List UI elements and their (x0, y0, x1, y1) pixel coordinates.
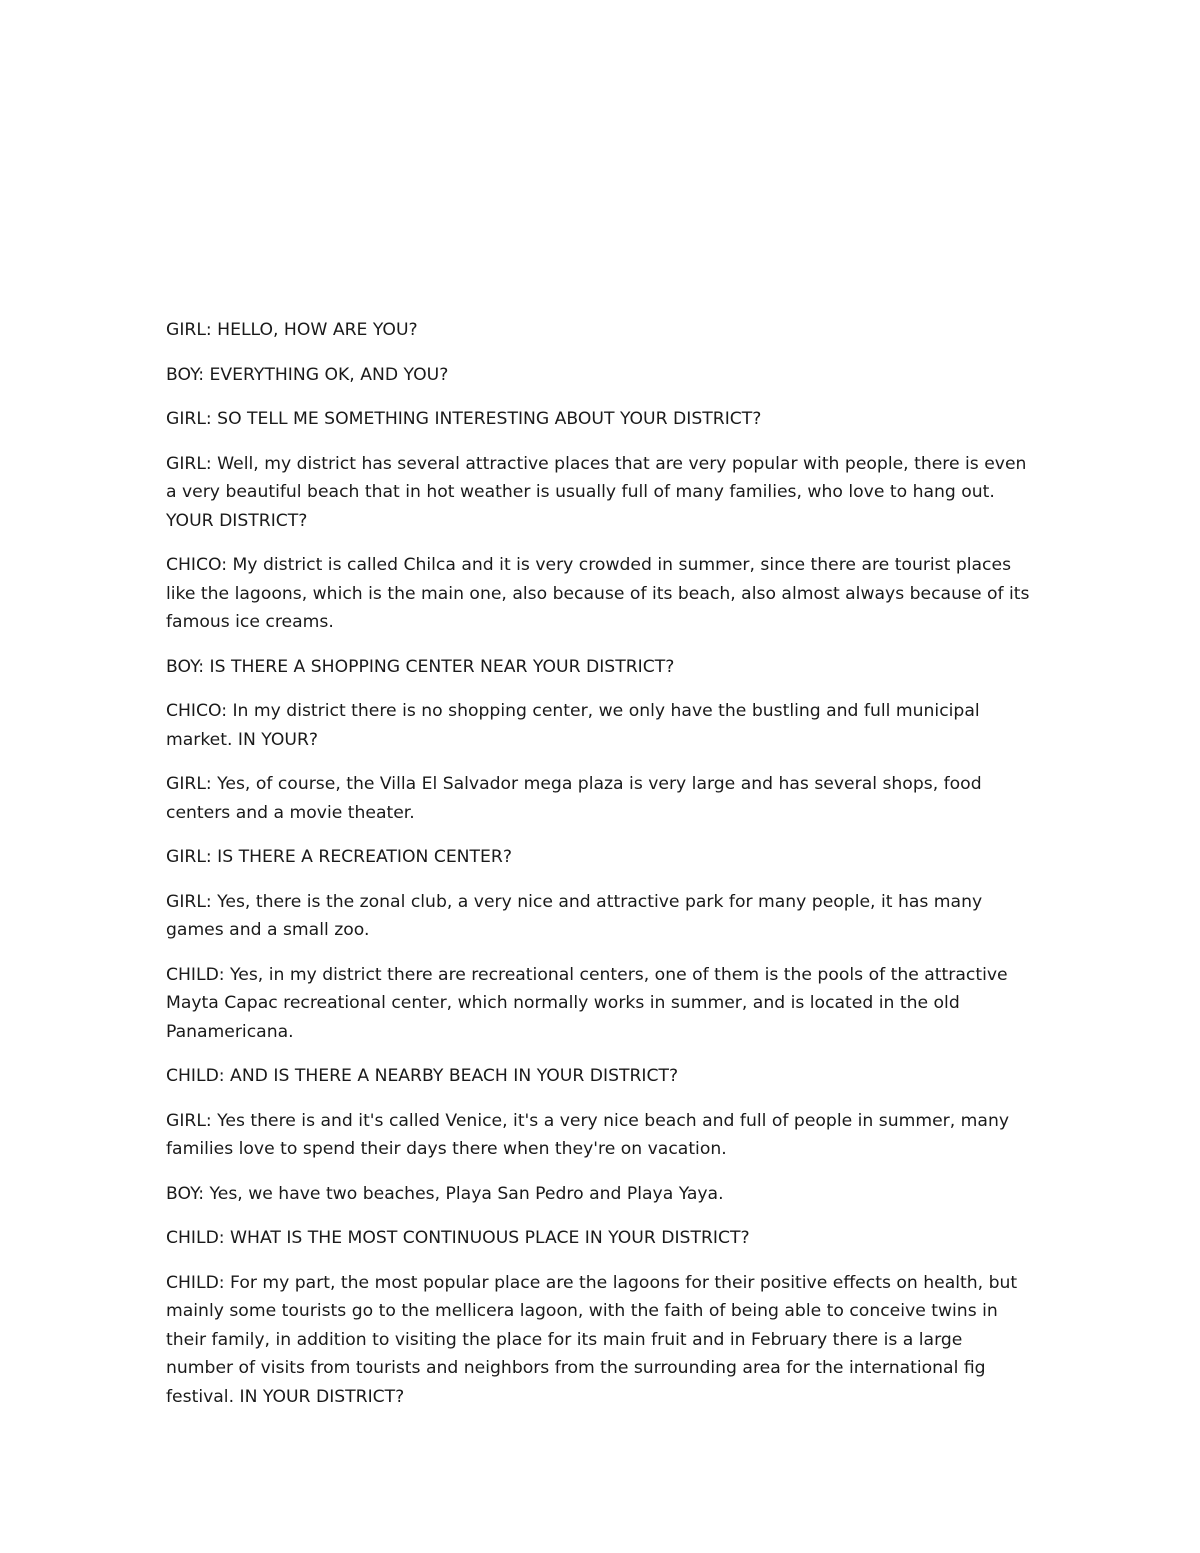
text-line: CHILD: AND IS THERE A NEARBY BEACH IN YOUR DISTRICT? (166, 1066, 679, 1086)
text-line: BOY: Yes, we have two beaches, Playa San Pedro and Playa Yaya. (166, 1183, 724, 1204)
text-line: CHICO: In my district there is no shopping center, we only have the bustling and full municipal (166, 701, 980, 721)
dialogue-paragraph (166, 770, 1046, 827)
text-line: festival. IN YOUR DISTRICT? (166, 1386, 405, 1407)
text-line: market. IN YOUR? (166, 729, 319, 750)
dialogue-paragraph (166, 316, 1046, 345)
text-line: GIRL: Well, my district has several attractive places that are very popular with people, there is even (166, 453, 1027, 474)
text-line: BOY: IS THERE A SHOPPING CENTER NEAR YOUR DISTRICT? (166, 656, 675, 677)
text-line: Panamericana. (166, 1021, 294, 1042)
text-line: CHILD: Yes, in my district there are recreational centers, one of them is the pools of the attractive (166, 964, 1008, 985)
dialogue-paragraph (166, 1062, 1046, 1091)
dialogue-paragraph (166, 961, 1046, 1047)
text-line: Mayta Capac recreational center, which normally works in summer, and is located in the old (166, 993, 960, 1013)
text-line: GIRL: Yes, of course, the Villa El Salvador mega plaza is very large and has several shops, food (166, 774, 982, 794)
text-line: like the lagoons, which is the main one, also because of its beach, also almost always because of its (166, 583, 1030, 604)
dialogue-paragraph (166, 1180, 1046, 1209)
text-line: number of visits from tourists and neighbors from the surrounding area for the international fig (166, 1358, 986, 1378)
text-line: YOUR DISTRICT? (166, 510, 308, 531)
dialogue-paragraph (166, 551, 1046, 637)
dialogue-paragraph (166, 888, 1046, 945)
dialogue-paragraph (166, 697, 1046, 754)
dialogue-paragraph (166, 405, 1046, 434)
dialogue-paragraph (166, 450, 1046, 536)
text-line: GIRL: SO TELL ME SOMETHING INTERESTING ABOUT YOUR DISTRICT? (166, 409, 762, 429)
text-line: BOY: EVERYTHING OK, AND YOU? (166, 364, 449, 385)
dialogue-paragraph (166, 1269, 1046, 1412)
text-line: games and a small zoo. (166, 920, 370, 940)
text-line: famous ice creams. (166, 612, 334, 632)
dialogue-paragraph (166, 361, 1046, 390)
text-line: GIRL: Yes, there is the zonal club, a very nice and attractive park for many people, it has many (166, 891, 983, 912)
text-line: families love to spend their days there when they're on vacation. (166, 1139, 727, 1159)
text-line: CHILD: For my part, the most popular place are the lagoons for their positive effects on health, but (166, 1272, 1018, 1293)
text-line: GIRL: Yes there is and it's called Venice, it's a very nice beach and full of people in summer, many (166, 1110, 1010, 1131)
text-line: a very beautiful beach that in hot weather is usually full of many families, who love to hang out. (166, 482, 995, 502)
dialogue-paragraph (166, 1224, 1046, 1253)
dialogue-paragraph (166, 1107, 1046, 1164)
document-body (166, 316, 1046, 1427)
text-line: GIRL: IS THERE A RECREATION CENTER? (166, 847, 512, 867)
text-line: CHICO: My district is called Chilca and it is very crowded in summer, since there are tourist places (166, 555, 1012, 575)
text-line: centers and a movie theater. (166, 802, 415, 823)
text-line: mainly some tourists go to the mellicera lagoon, with the faith of being able to conceive twins in (166, 1301, 998, 1321)
text-line: their family, in addition to visiting the place for its main fruit and in February there is a large (166, 1329, 963, 1350)
dialogue-paragraph (166, 653, 1046, 682)
text-line: CHILD: WHAT IS THE MOST CONTINUOUS PLACE IN YOUR DISTRICT? (166, 1228, 750, 1248)
text-line: GIRL: HELLO, HOW ARE YOU? (166, 320, 418, 340)
dialogue-paragraph (166, 843, 1046, 872)
